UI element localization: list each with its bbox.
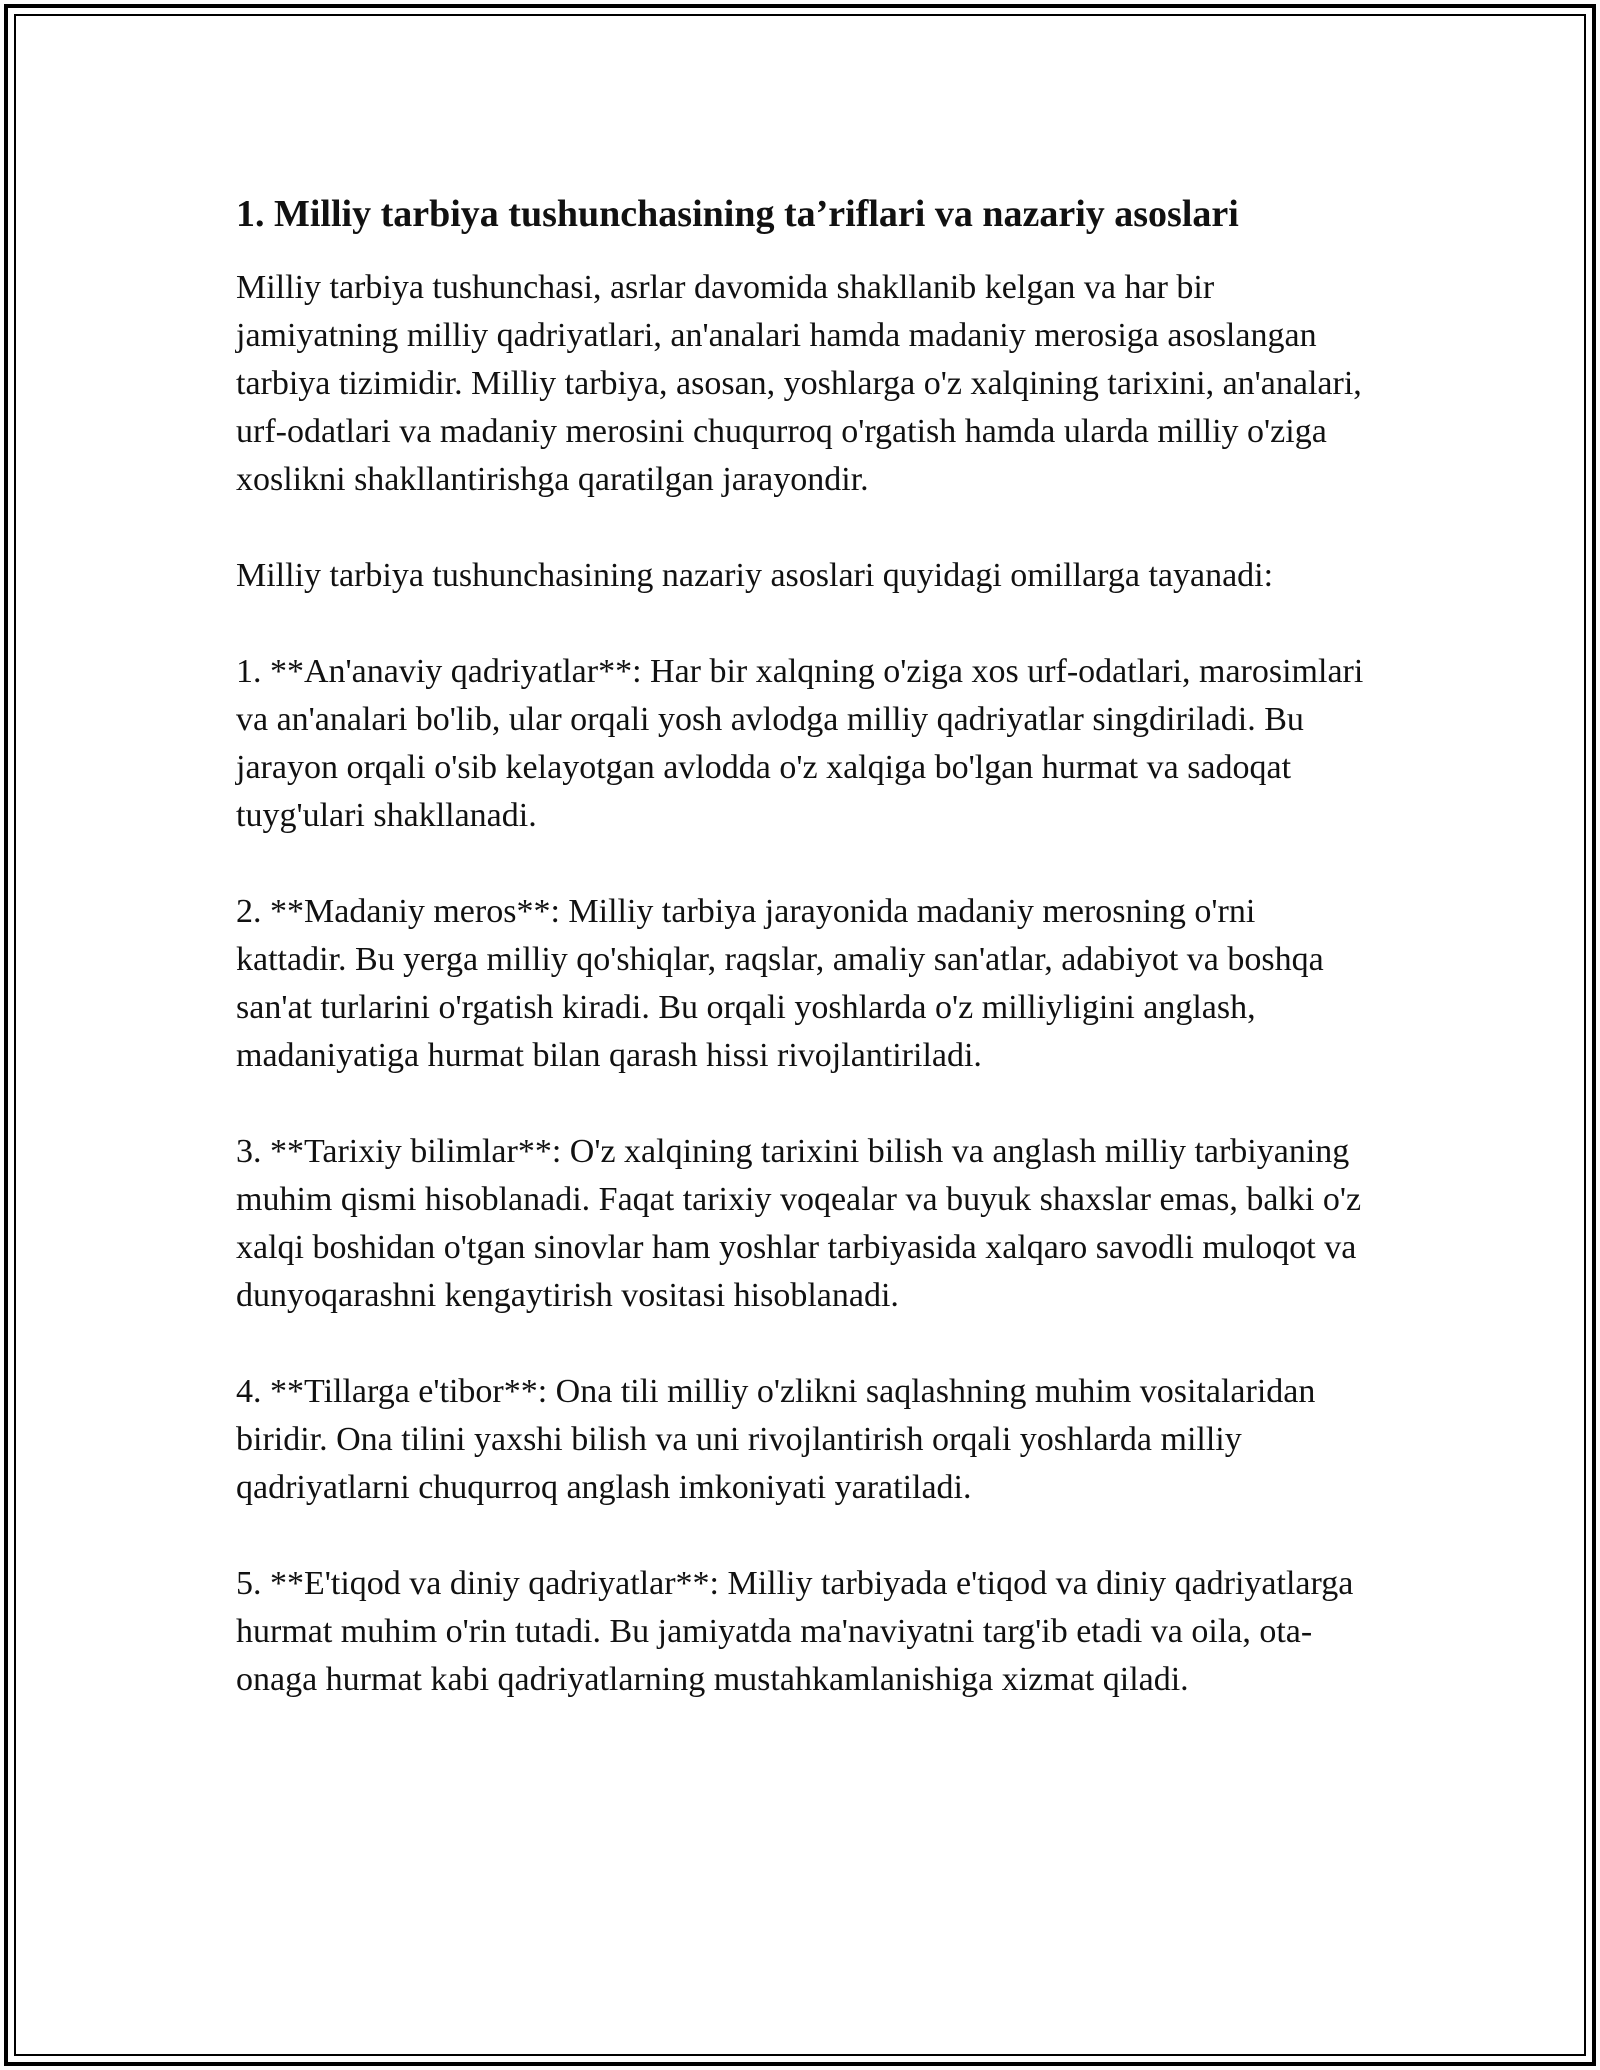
- lead-in-paragraph: Milliy tarbiya tushunchasining nazariy asoslari quyidagi omillarga tayanadi:: [236, 557, 1274, 594]
- list-item-cultural-heritage: 2. **Madaniy meros**: Milliy tarbiya jarayonida madaniy merosning o'rni kattadir. Bu yerga milliy qo'shiqlar, raqslar, amaliy san'atlar, adabiyot va boshqa san'at turlarini o'rgatish kiradi. Bu orqali yoshlarda o'z milliyligini anglash, madaniyatiga hurmat bilan qarash hissi rivojlantiriladi.: [236, 893, 1324, 1074]
- list-item-language-attention: 4. **Tillarga e'tibor**: Ona tili milliy o'zlikni saqlashning muhim vositalaridan biridir. Ona tilini yaxshi bilish va uni rivojlantirish orqali yoshlarda milliy qadriyatlarni chuqurroq anglash imkoniyati yaratiladi.: [236, 1373, 1316, 1506]
- intro-paragraph: Milliy tarbiya tushunchasi, asrlar davomida shakllanib kelgan va har bir jamiyatning milliy qadriyatlari, an'analari hamda madaniy merosiga asoslangan tarbiya tizimidir. Milliy tarbiya, asosan, yoshlarga o'z xalqining tarixini, an'analari, urf-odatlari va madaniy merosini chuqurroq o'rgatish hamda ularda milliy o'ziga xoslikni shakllantirishga qaratilgan jarayondir.: [236, 269, 1362, 498]
- list-item-traditional-values: 1. **An'anaviy qadriyatlar**: Har bir xalqning o'ziga xos urf-odatlari, marosimlari va an'analari bo'lib, ular orqali yosh avlodga milliy qadriyatlar singdiriladi. Bu jarayon orqali o'sib kelayotgan avlodda o'z xalqiga bo'lgan hurmat va sadoqat tuyg'ulari shakllanadi.: [236, 653, 1364, 834]
- section-heading: 1. Milliy tarbiya tushunchasining ta’riflari va nazariy asoslari: [236, 193, 1239, 235]
- document-body: [236, 186, 1366, 1752]
- list-item-religious-values: 5. **E'tiqod va diniy qadriyatlar**: Milliy tarbiyada e'tiqod va diniy qadriyatlarga hurmat muhim o'rin tutadi. Bu jamiyatda ma'naviyatni targ'ib etadi va oila, ota-onaga hurmat kabi qadriyatlarning mustahkamlanishiga xizmat qiladi.: [236, 1565, 1354, 1698]
- list-item-historical-knowledge: 3. **Tarixiy bilimlar**: O'z xalqining tarixini bilish va anglash milliy tarbiyaning muhim qismi hisoblanadi. Faqat tarixiy voqealar va buyuk shaxslar emas, balki o'z xalqi boshidan o'tgan sinovlar ham yoshlar tarbiyasida xalqaro savodli muloqot va dunyoqarashni kengaytirish vositasi hisoblanadi.: [236, 1133, 1362, 1314]
